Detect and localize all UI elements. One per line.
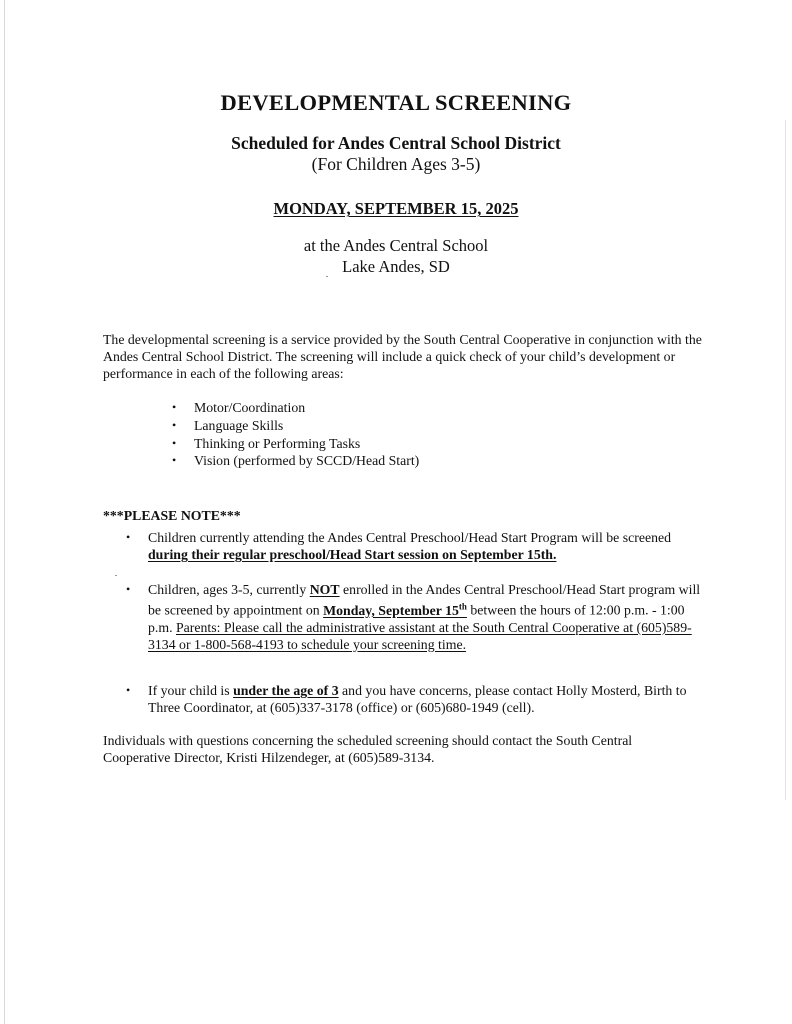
parents-instruction: Parents: Please call the administrative assistant at the South Central Cooperative at (605)589-3134 or 1-800-568-4193 to schedule your screening time. [148, 619, 692, 652]
note-item-under-three [148, 682, 708, 716]
bullet-icon: • [172, 435, 177, 450]
closing-paragraph: Individuals with questions concerning the scheduled screening should contact the South Central Cooperative Director, Kristi Hilzendeger, at (605)589-3134. [103, 733, 633, 765]
bullet-icon: • [126, 530, 131, 544]
not-emphasis: NOT [309, 582, 340, 597]
note-item-appointment [148, 581, 708, 653]
bullet-icon: • [126, 683, 131, 697]
document-subtitle: Scheduled for Andes Central School District [231, 133, 561, 153]
list-item [172, 452, 419, 470]
note-item-text: and you have concerns, please contact Holly Mosterd, Birth to Three Coordinator, at (605)337-3178 (office) or (605)680-1949 (cell). [148, 683, 687, 715]
bullet-icon: • [172, 400, 177, 414]
list-item [172, 435, 419, 453]
appointment-date-text: Monday, September 15 [323, 602, 459, 618]
note-item-text: Children, ages 3-5, currently [148, 582, 310, 597]
appointment-date [323, 603, 467, 618]
bullet-icon: • [172, 453, 177, 468]
location-line-2: Lake Andes, SD [342, 257, 450, 276]
scan-speck [115, 575, 117, 576]
note-item-preschool [148, 529, 708, 563]
bullet-icon: • [172, 417, 177, 432]
note-item-text: between the hours of 12:00 p.m. - 1:00 p.m. [148, 602, 685, 635]
area-label: Language Skills [194, 417, 284, 433]
document-title: DEVELOPMENTAL SCREENING [220, 90, 572, 115]
screening-date-text: MONDAY, SEPTEMBER 15, 2025 [273, 199, 519, 218]
note-item-text: Children currently attending the Andes Central Preschool/Head Start Program will be screened [148, 530, 671, 545]
note-heading: ***PLEASE NOTE*** [103, 508, 241, 523]
area-label: Thinking or Performing Tasks [194, 435, 361, 451]
area-label: Vision (performed by SCCD/Head Start) [194, 453, 420, 469]
note-item-emphasis: during their regular preschool/Head Start session on September 15th. [148, 547, 557, 562]
intro-paragraph: The developmental screening is a service provided by the South Central Cooperative in conjunction with the Andes Central School District. The screening will include a quick check of your child’s development or performance in each of the following areas: [103, 332, 702, 381]
list-item [172, 399, 419, 417]
screening-date [0, 199, 792, 219]
age-emphasis: under the age of 3 [233, 683, 339, 698]
age-range: (For Children Ages 3-5) [311, 154, 481, 174]
screening-areas-list [172, 399, 419, 470]
list-item [172, 417, 419, 435]
scan-edge-right [785, 120, 786, 800]
note-item-text: enrolled in the Andes Central Preschool/Head Start program will be screened by appointment on [148, 582, 701, 618]
note-item-text: If your child is [148, 683, 234, 698]
location-line-1: at the Andes Central School [303, 236, 489, 255]
bullet-icon: • [126, 582, 131, 596]
area-label: Motor/Coordination [194, 400, 306, 415]
date-superscript: th [458, 601, 467, 611]
